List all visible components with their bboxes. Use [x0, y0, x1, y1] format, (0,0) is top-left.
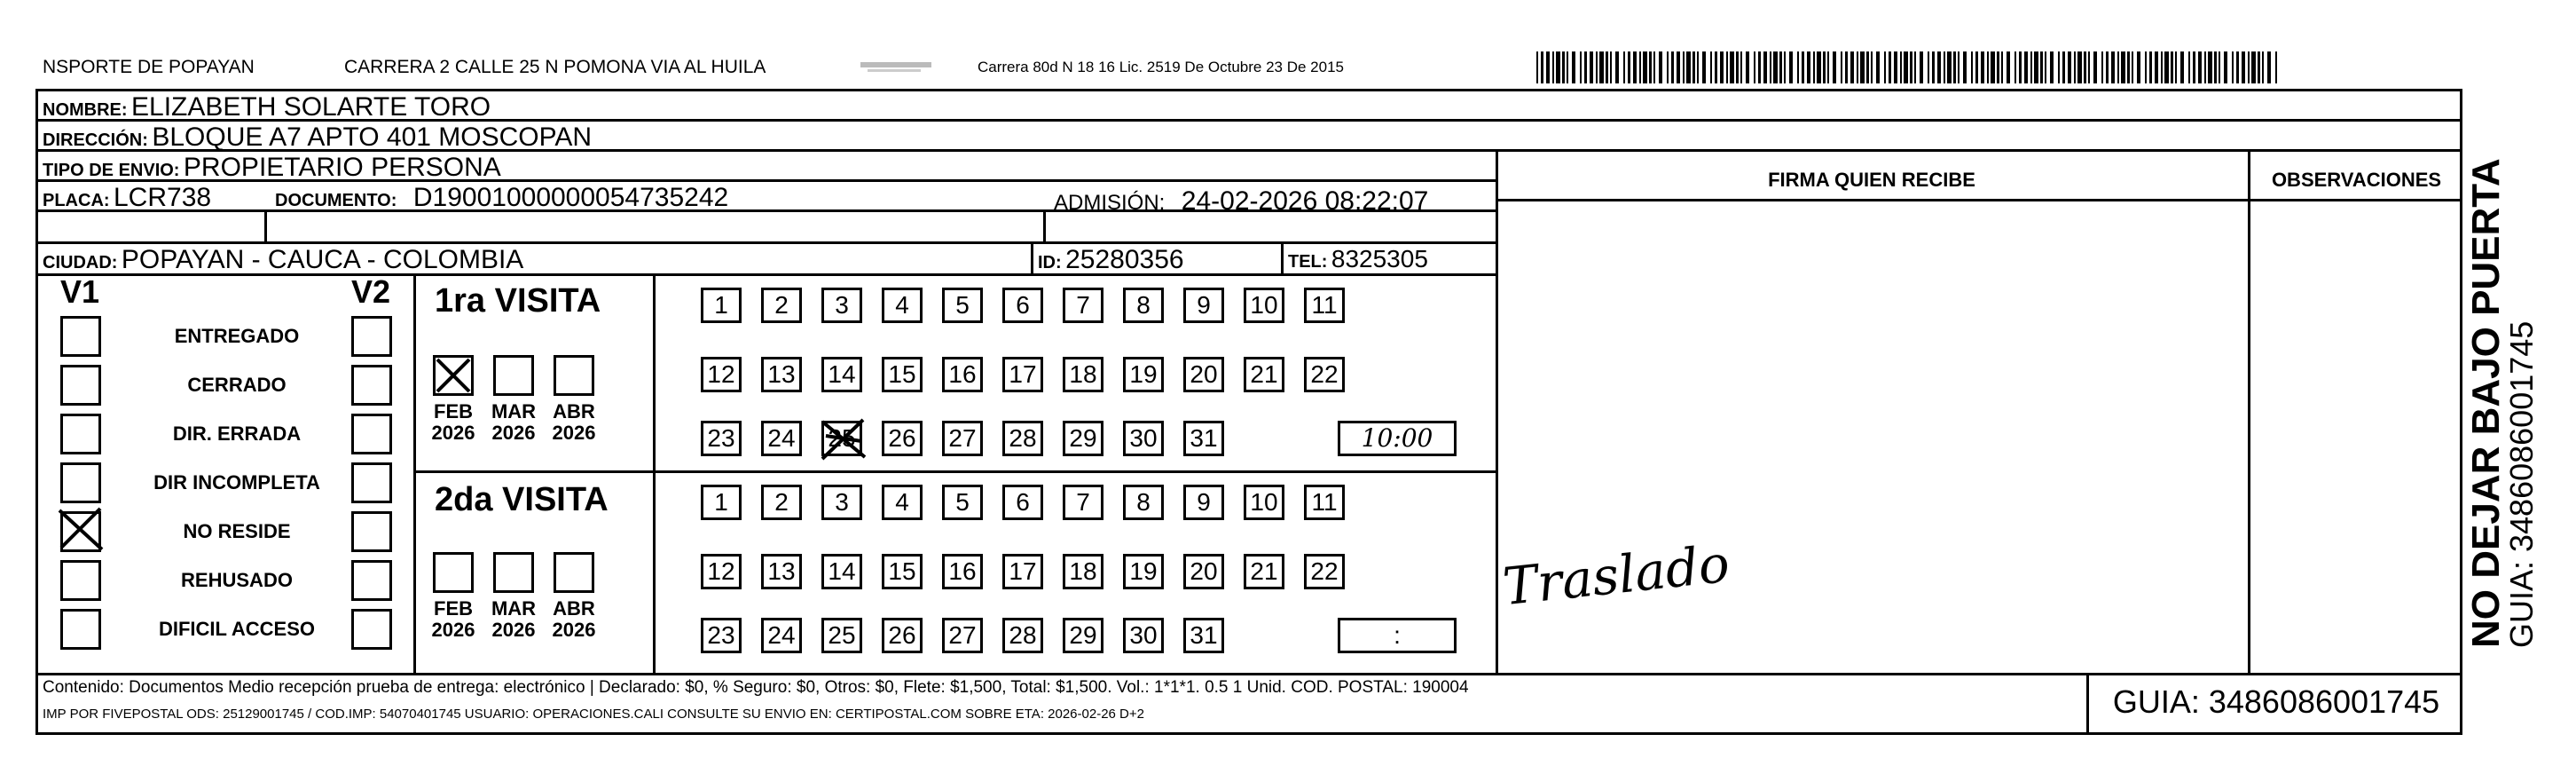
- day-box-6[interactable]: 6: [1002, 485, 1043, 520]
- day-box-20[interactable]: 20: [1183, 554, 1224, 589]
- day-box-13[interactable]: 13: [761, 554, 802, 589]
- reason-label: CERRADO: [187, 374, 287, 396]
- day-box-24[interactable]: 24: [761, 618, 802, 653]
- day-box-10[interactable]: 10: [1244, 485, 1284, 520]
- day-box-21[interactable]: 21: [1244, 554, 1284, 589]
- address-value: BLOQUE A7 APTO 401 MOSCOPAN: [152, 122, 593, 152]
- admission-value: 24-02-2026 08:22:07: [1181, 186, 1429, 216]
- v1-checkbox[interactable]: [60, 414, 101, 454]
- day-box-29[interactable]: 29: [1063, 618, 1103, 653]
- v1-label: V1: [60, 273, 100, 310]
- v1-checkbox[interactable]: [60, 609, 101, 650]
- day-box-25[interactable]: 25: [821, 618, 862, 653]
- day-box-11[interactable]: 11: [1304, 485, 1345, 520]
- day-box-12[interactable]: 12: [701, 357, 742, 392]
- v2-checkbox[interactable]: [351, 462, 392, 503]
- day-box-5[interactable]: 5: [942, 288, 983, 323]
- day-box-14[interactable]: 14: [821, 357, 862, 392]
- day-box-22[interactable]: 22: [1304, 357, 1345, 392]
- month-checkbox-mar[interactable]: [493, 355, 534, 396]
- name-label: NOMBRE:: [43, 100, 128, 120]
- id-value: 25280356: [1065, 245, 1184, 274]
- tel-row: [1288, 245, 1428, 273]
- v1-checkbox[interactable]: [60, 462, 101, 503]
- day-box-30[interactable]: 30: [1123, 618, 1164, 653]
- tel-value: 8325305: [1331, 245, 1428, 272]
- time-box[interactable]: 10:00: [1338, 421, 1457, 456]
- day-box-3[interactable]: 3: [821, 485, 862, 520]
- day-box-3[interactable]: 3: [821, 288, 862, 323]
- month-label: FEB 2026: [431, 597, 475, 641]
- id-row: [1038, 245, 1184, 275]
- month-label: FEB 2026: [431, 400, 475, 444]
- name-value: ELIZABETH SOLARTE TORO: [131, 92, 491, 122]
- day-box-9[interactable]: 9: [1183, 485, 1224, 520]
- month-label: MAR 2026: [491, 597, 537, 641]
- day-box-27[interactable]: 27: [942, 618, 983, 653]
- day-box-20[interactable]: 20: [1183, 357, 1224, 392]
- day-box-1[interactable]: 1: [701, 485, 742, 520]
- document-label: DOCUMENTO:: [275, 191, 397, 210]
- day-box-14[interactable]: 14: [821, 554, 862, 589]
- day-box-26[interactable]: 26: [882, 421, 923, 456]
- visit2-title: 2da VISITA: [435, 481, 609, 518]
- day-box-8[interactable]: 8: [1123, 485, 1164, 520]
- day-box-26[interactable]: 26: [882, 618, 923, 653]
- day-box-16[interactable]: 16: [942, 554, 983, 589]
- month-checkbox-abr[interactable]: [554, 552, 594, 593]
- firma-header: FIRMA QUIEN RECIBE: [1768, 169, 1975, 191]
- company-address: CARRERA 2 CALLE 25 N POMONA VIA AL HUILA: [344, 57, 766, 77]
- day-box-7[interactable]: 7: [1063, 485, 1103, 520]
- v2-checkbox[interactable]: [351, 414, 392, 454]
- day-box-10[interactable]: 10: [1244, 288, 1284, 323]
- day-box-19[interactable]: 19: [1123, 554, 1164, 589]
- plate-label: PLACA:: [43, 191, 110, 210]
- type-row: [43, 153, 501, 183]
- day-box-17[interactable]: 17: [1002, 357, 1043, 392]
- signature-area[interactable]: [1499, 204, 2244, 670]
- month-checkbox-feb[interactable]: [433, 355, 474, 396]
- id-label: ID:: [1038, 253, 1062, 272]
- day-box-31[interactable]: 31: [1183, 421, 1224, 456]
- footer-content: Contenido: Documentos Medio recepción prueba de entrega: electrónico | Declarado: $0, % Seguro: $0, Otros: $0, Flete: $1,500, Total: $1,500. Vol.: 1*1*1. 0.5 1 Unid. COD. POSTAL: 190004: [43, 678, 1469, 697]
- day-box-13[interactable]: 13: [761, 357, 802, 392]
- month-checkbox-feb[interactable]: [433, 552, 474, 593]
- v2-checkbox[interactable]: [351, 365, 392, 406]
- day-box-1[interactable]: 1: [701, 288, 742, 323]
- day-box-11[interactable]: 11: [1304, 288, 1345, 323]
- day-box-30[interactable]: 30: [1123, 421, 1164, 456]
- type-value: PROPIETARIO PERSONA: [183, 153, 501, 182]
- city-row: [43, 245, 523, 275]
- plate-row: [43, 183, 211, 213]
- day-box-8[interactable]: 8: [1123, 288, 1164, 323]
- type-label: TIPO DE ENVIO:: [43, 161, 180, 180]
- day-box-4[interactable]: 4: [882, 485, 923, 520]
- day-box-18[interactable]: 18: [1063, 554, 1103, 589]
- v2-checkbox[interactable]: [351, 511, 392, 552]
- day-box-29[interactable]: 29: [1063, 421, 1103, 456]
- day-box-28[interactable]: 28: [1002, 421, 1043, 456]
- day-box-6[interactable]: 6: [1002, 288, 1043, 323]
- v1-checkbox[interactable]: [60, 316, 101, 357]
- day-box-18[interactable]: 18: [1063, 357, 1103, 392]
- day-box-25[interactable]: 25: [821, 421, 862, 456]
- v2-checkbox[interactable]: [351, 609, 392, 650]
- address-label: DIRECCIÓN:: [43, 130, 148, 150]
- side-notice: [2464, 115, 2540, 648]
- day-box-19[interactable]: 19: [1123, 357, 1164, 392]
- day-box-2[interactable]: 2: [761, 485, 802, 520]
- name-row: [43, 92, 491, 122]
- reason-label: ENTREGADO: [174, 325, 300, 347]
- day-box-16[interactable]: 16: [942, 357, 983, 392]
- observaciones-header: OBSERVACIONES: [2271, 169, 2442, 191]
- v2-label: V2: [351, 273, 391, 310]
- document-row: [275, 183, 728, 213]
- side-guia-text: GUIA: 3486086001745: [2503, 320, 2540, 648]
- admission-label: ADMISIÓN:: [1054, 191, 1166, 215]
- month-label: MAR 2026: [491, 400, 537, 444]
- footer-guia: GUIA: 3486086001745: [2112, 683, 2440, 720]
- reason-label: DIR INCOMPLETA: [153, 471, 320, 493]
- certipostal-logo: [859, 57, 933, 76]
- month-label: ABR 2026: [552, 597, 596, 641]
- time-box[interactable]: :: [1338, 618, 1457, 653]
- day-box-5[interactable]: 5: [942, 485, 983, 520]
- company-name: NSPORTE DE POPAYAN: [43, 57, 255, 77]
- v2-checkbox[interactable]: [351, 560, 392, 601]
- v1-checkbox[interactable]: [60, 365, 101, 406]
- day-box-9[interactable]: 9: [1183, 288, 1224, 323]
- license-info: Carrera 80d N 18 16 Lic. 2519 De Octubre 23 De 2015: [978, 59, 1344, 75]
- day-box-24[interactable]: 24: [761, 421, 802, 456]
- plate-value: LCR738: [114, 183, 212, 212]
- visit1-title: 1ra VISITA: [435, 282, 601, 320]
- v1-checkbox[interactable]: [60, 560, 101, 601]
- day-box-4[interactable]: 4: [882, 288, 923, 323]
- city-label: CIUDAD:: [43, 253, 118, 272]
- barcode: [1536, 51, 2281, 83]
- side-main-text: NO DEJAR BAJO PUERTA: [2464, 158, 2508, 648]
- reason-label: NO RESIDE: [183, 520, 291, 542]
- v1-checkbox[interactable]: [60, 511, 101, 552]
- day-box-17[interactable]: 17: [1002, 554, 1043, 589]
- day-box-2[interactable]: 2: [761, 288, 802, 323]
- day-box-15[interactable]: 15: [882, 357, 923, 392]
- document-value: D19001000000054735242: [412, 183, 729, 212]
- city-value: POPAYAN - CAUCA - COLOMBIA: [121, 245, 524, 274]
- v2-checkbox[interactable]: [351, 316, 392, 357]
- day-box-12[interactable]: 12: [701, 554, 742, 589]
- month-checkbox-abr[interactable]: [554, 355, 594, 396]
- footer-imp: IMP POR FIVEPOSTAL ODS: 25129001745 / COD.IMP: 54070401745 USUARIO: OPERACIONES.CALI CONSULTE SU ENVIO EN: CERTIPOSTAL.COM SOBRE ETA: 2026-02-26 D+2: [43, 707, 1144, 722]
- address-row: [43, 122, 592, 153]
- reason-label: REHUSADO: [181, 569, 293, 591]
- day-box-22[interactable]: 22: [1304, 554, 1345, 589]
- month-checkbox-mar[interactable]: [493, 552, 534, 593]
- day-box-21[interactable]: 21: [1244, 357, 1284, 392]
- reason-label: DIR. ERRADA: [172, 422, 302, 445]
- day-box-15[interactable]: 15: [882, 554, 923, 589]
- day-box-23[interactable]: 23: [701, 421, 742, 456]
- day-box-27[interactable]: 27: [942, 421, 983, 456]
- reason-label: DIFICIL ACCESO: [158, 618, 315, 640]
- day-box-31[interactable]: 31: [1183, 618, 1224, 653]
- admission-row: [1054, 186, 1428, 217]
- tel-label: TEL:: [1288, 252, 1328, 272]
- day-box-23[interactable]: 23: [701, 618, 742, 653]
- observaciones-area[interactable]: [2253, 204, 2461, 670]
- day-box-28[interactable]: 28: [1002, 618, 1043, 653]
- month-label: ABR 2026: [552, 400, 596, 444]
- day-box-7[interactable]: 7: [1063, 288, 1103, 323]
- signature-text: Traslado: [1500, 533, 1732, 618]
